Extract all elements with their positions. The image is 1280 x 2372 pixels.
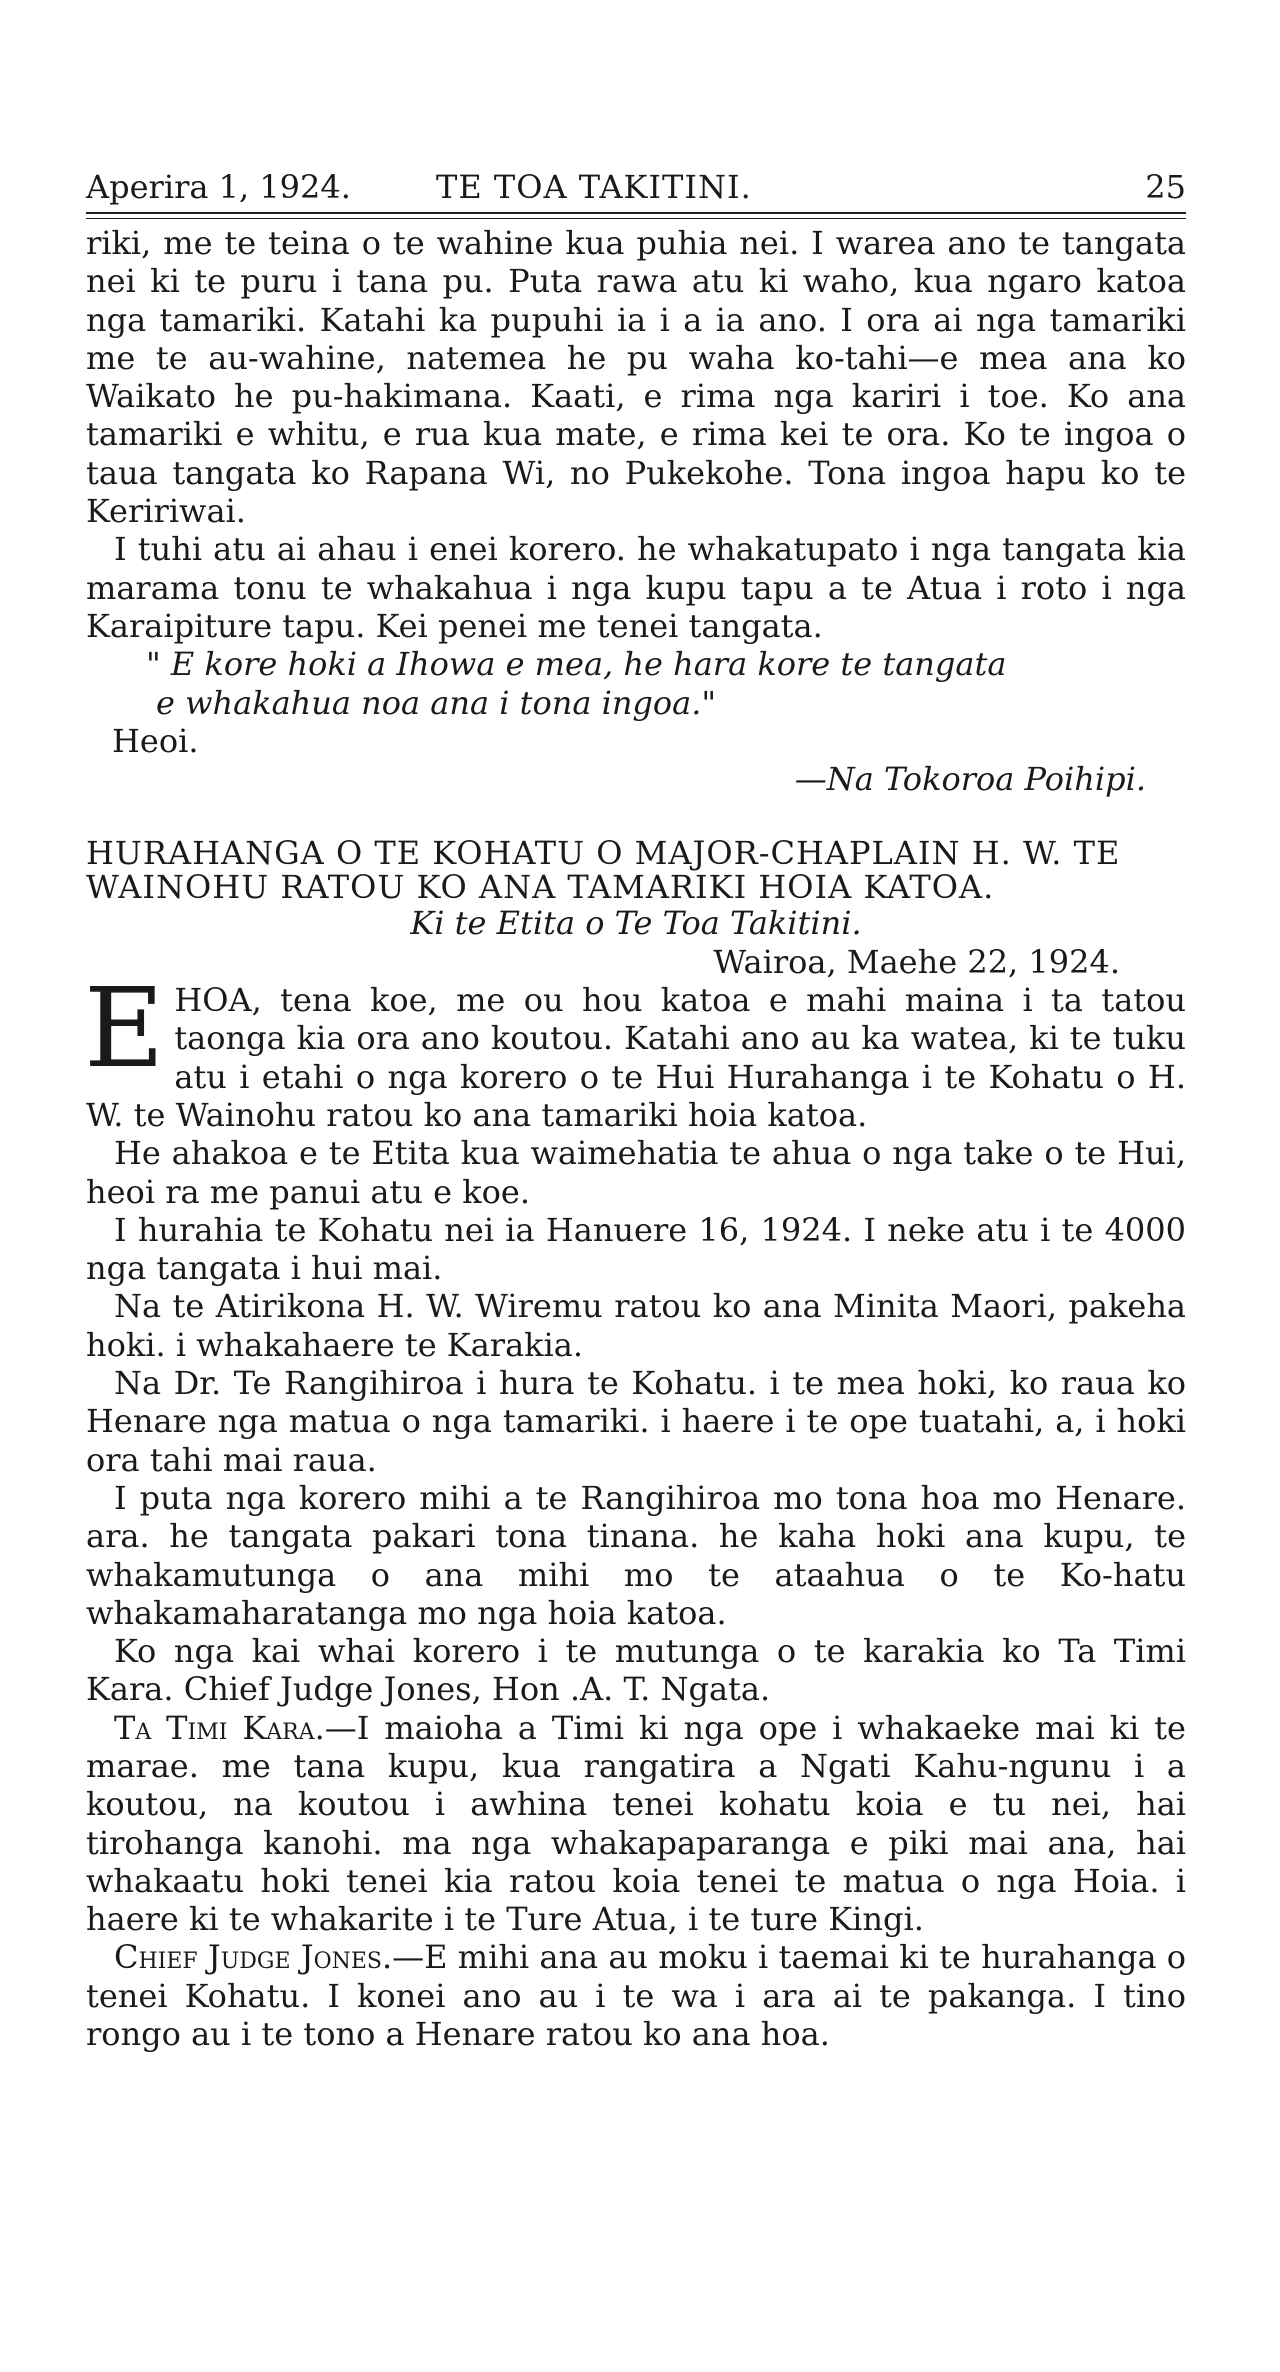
article-opening-paragraph: [84, 964, 1186, 1134]
text-column: [86, 224, 1186, 2053]
letter-signature: —Na Tokoroa Poihipi.: [794, 760, 1146, 799]
article-subtitle: Ki te Etita o Te Toa Takitini.: [410, 904, 862, 943]
article-paragraph: I puta nga korero mihi a te Rangihiroa mo tona hoa mo Henare. ara. he tangata pakari tona tinana. he kaha hoki ana kupu, te whakamutunga o ana mihi mo te ataahua o te Ko-hatu whakamaharatanga mo nga hoia katoa.: [86, 1478, 1186, 1632]
opening-text: HOA, tena koe, me ou hou katoa e mahi maina i ta tatou taonga kia ora ano koutou. Katahi ano au ka watea, ki te tuku atu i etahi o nga korero o te Hui Hurahanga i te Kohatu o H. W. te Wainohu ratou ko ana tamariki hoia katoa.: [86, 981, 1186, 1134]
article-paragraph: Ko nga kai whai korero i te mutunga o te karakia ko Ta Timi Kara. Chief Judge Jones, Hon .A. T. Ngata.: [86, 1632, 1186, 1709]
scripture-quote: " E kore hoki a Ihowa e mea, he hara kore te tangata: [146, 645, 1007, 684]
letter-closing: Heoi.: [112, 721, 199, 760]
section-gap: [86, 798, 1186, 836]
issue-date: Aperira 1, 1924.: [86, 168, 351, 206]
publication-title: TE TOA TAKITINI.: [436, 168, 752, 206]
drop-cap: E: [84, 964, 165, 1093]
scripture-quote-continued: e whakahua noa ana i tona ingoa.": [156, 683, 717, 722]
article-paragraph: Na te Atirikona H. W. Wiremu ratou ko ana Minita Maori, pakeha hoki. i whakahaere te Karakia.: [86, 1287, 1186, 1364]
speech-paragraph: [86, 1709, 1186, 1939]
speech-text: —E mihi ana au moku i taemai ki te hurahanga o tenei Kohatu. I konei ano au i te wa i ara ai te pakanga. I tino rongo au i te tono a Henare ratou ko ana hoa.: [86, 1938, 1187, 2054]
speech-paragraph: [86, 1938, 1186, 2053]
header-rule: [86, 212, 1186, 219]
letter-paragraph: riki, me te teina o te wahine kua puhia nei. I warea ano te tangata nei ki te puru i tana pu. Puta rawa atu ki waho, kua ngaro katoa nga tamariki. Katahi ka pupuhi ia i a ia ano. I ora ai nga tamariki me te au-wahine, natemea he pu waha ko-tahi—e mea ana ko Waikato he pu-hakimana. Kaati, e rima nga kariri i toe. Ko ana tamariki e whitu, e rua kua mate, e rima kei te ora. Ko te ingoa o taua tangata ko Rapana Wi, no Pukekohe. Tona ingoa hapu ko te Keririwai.: [86, 224, 1186, 531]
page-header: [86, 168, 1186, 208]
article-place-date: Wairoa, Maehe 22, 1924.: [713, 942, 1120, 981]
article-title: HURAHANGA O TE KOHATU O MAJOR-CHAPLAIN H. W. TE WAINOHU RATOU KO ANA TAMARIKI HOIA KATOA.: [86, 834, 1121, 907]
article-paragraph: I hurahia te Kohatu nei ia Hanuere 16, 1924. I neke atu i te 4000 nga tangata i hui mai.: [86, 1210, 1186, 1288]
article-paragraph: He ahakoa e te Etita kua waimehatia te ahua o nga take o te Hui, heoi ra me panui atu e koe.: [86, 1134, 1186, 1211]
letter-paragraph: I tuhi atu ai ahau i enei korero. he whakatupato i nga tangata kia marama tonu te whakahua i nga kupu tapu a te Atua i roto i nga Karaipiture tapu. Kei penei me tenei tangata.: [86, 530, 1186, 645]
article-paragraph: Na Dr. Te Rangihiroa i hura te Kohatu. i te mea hoki, ko raua ko Henare nga matua o nga tamariki. i haere i te ope tuatahi, a, i hoki ora tahi mai raua.: [86, 1364, 1186, 1479]
speaker-name: Ta Timi Kara.: [114, 1708, 325, 1747]
speaker-name: Chief Judge Jones.: [114, 1938, 393, 1977]
page-number: 25: [1145, 168, 1186, 206]
speech-text: —I maioha a Timi ki nga ope i whakaeke mai ki te marae. me tana kupu, kua rangatira a Ngati Kahu-ngunu i a koutou, na koutou i awhina tenei kohatu koia e tu nei, hai tirohanga kanohi. ma nga whakapaparanga e piki mai ana, hai whakaatu hoki tenei kia ratou koia tenei te matua o nga Hoia. i haere ki te whakarite i te Ture Atua, i te ture Kingi.: [86, 1708, 1186, 1939]
